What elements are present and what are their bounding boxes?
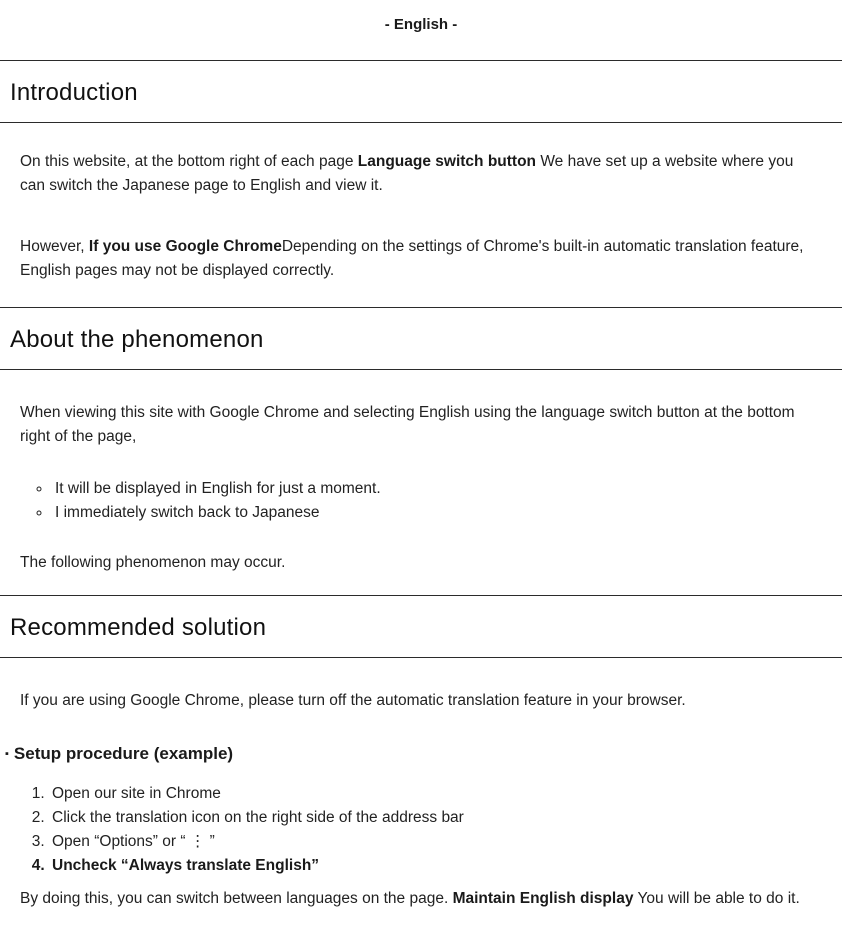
list-item: ◦ It will be displayed in English for just a moment.	[52, 477, 842, 501]
divider	[0, 657, 842, 658]
setup-steps-list	[0, 782, 842, 878]
intro-paragraph-2	[0, 235, 842, 307]
divider	[0, 369, 842, 370]
solution-p2-bold: Maintain English display	[452, 890, 634, 907]
solution-p2-post: You will be able to do it.	[633, 890, 800, 907]
intro-p1-bold: Language switch button	[357, 153, 537, 170]
phenomenon-paragraph-1: When viewing this site with Google Chrome and selecting English using the language switch button at the bottom right of the page,	[20, 404, 795, 445]
solution-paragraph-2	[0, 887, 842, 911]
intro-p2-pre: However,	[20, 238, 89, 255]
phenomenon-bullet-list	[0, 477, 842, 525]
list-item: 2. Click the translation icon on the right side of the address bar	[49, 806, 842, 830]
list-item: 3. Open “Options” or “ ⋮ ”	[49, 830, 842, 854]
setup-procedure-label: Setup procedure (example)	[13, 744, 234, 763]
intro-paragraph-1	[0, 150, 842, 198]
section-introduction	[0, 150, 842, 307]
square-bullet-icon: ▪	[5, 748, 9, 760]
section-phenomenon	[0, 401, 842, 595]
list-item: ◦ I immediately switch back to Japanese	[52, 501, 842, 525]
language-label: - English -	[384, 16, 458, 33]
section-heading-introduction: Introduction	[10, 79, 138, 106]
solution-paragraph-1: If you are using Google Chrome, please turn off the automatic translation feature in your browser.	[20, 692, 686, 709]
intro-p1-post: We have set up a website where you can switch the Japanese page to English and view it.	[20, 153, 794, 194]
section-solution	[0, 689, 842, 911]
solution-p2-pre: By doing this, you can switch between languages on the page.	[20, 890, 453, 907]
list-item: 1. Open our site in Chrome	[49, 782, 842, 806]
intro-p2-bold: If you use Google Chrome	[88, 238, 282, 255]
intro-p2-post: Depending on the settings of Chrome's built-in automatic translation feature, English pages may not be displayed correctly.	[20, 238, 804, 279]
intro-p1-pre: On this website, at the bottom right of each page	[20, 153, 358, 170]
section-heading-phenomenon: About the phenomenon	[10, 326, 264, 353]
list-item: 4. Uncheck “Always translate English”	[49, 854, 842, 878]
setup-procedure-subheading	[0, 743, 842, 765]
phenomenon-paragraph-2: The following phenomenon may occur.	[20, 554, 286, 571]
section-heading-solution: Recommended solution	[10, 614, 267, 641]
divider	[0, 122, 842, 123]
